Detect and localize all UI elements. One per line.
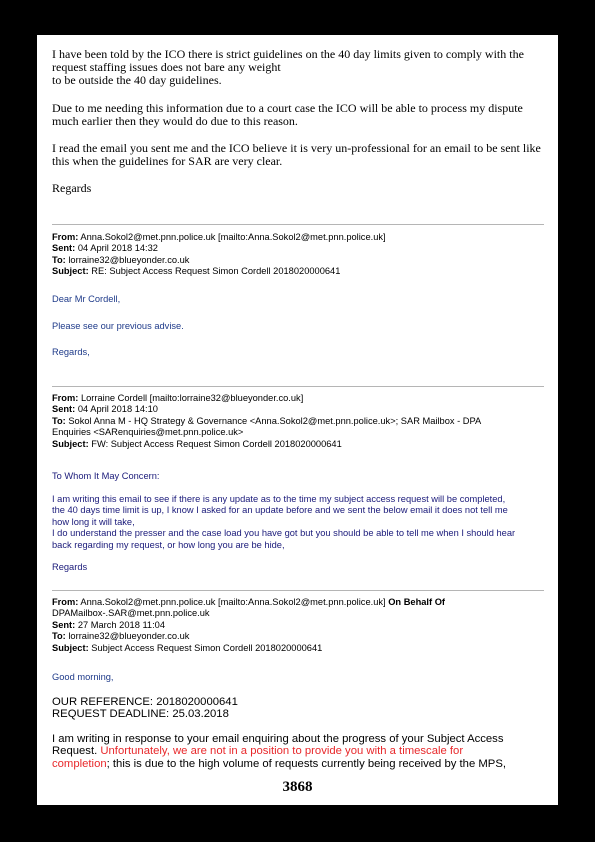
- text-line: the 40 days time limit is up, I know I asked for an update before and we sent the below email it does not tell me: [52, 505, 508, 516]
- email-2-body: [52, 494, 552, 551]
- email-1-signoff: Regards,: [52, 347, 90, 357]
- sent-line: Sent: 04 April 2018 14:10: [52, 404, 158, 415]
- text-line: completion; this is due to the high volume of requests currently being received by the MPS,: [52, 757, 507, 770]
- email-3-body: [52, 733, 552, 770]
- text-line: Due to me needing this information due to a court case the ICO will be able to process my dispute: [52, 101, 523, 115]
- subject-line: Subject: Subject Access Request Simon Cordell 2018020000641: [52, 642, 323, 653]
- reference-number: OUR REFERENCE: 2018020000641: [52, 696, 238, 708]
- subject-line: Subject: RE: Subject Access Request Simon Cordell 2018020000641: [52, 266, 341, 277]
- intro-paragraph-2: [52, 102, 552, 128]
- divider: [52, 590, 544, 591]
- highlighted-text: Unfortunately, we are not in a position to provide you with a timescale for: [100, 745, 464, 758]
- text-line: I do understand the presser and the case load you have got but you should be able to tell me when I should hear: [52, 528, 516, 539]
- text-line: I read the email you sent me and the ICO believe it is very un-professional for an email to be sent like: [52, 141, 541, 155]
- subject-line: Subject: FW: Subject Access Request Simon Cordell 2018020000641: [52, 438, 342, 449]
- to-line: To: lorraine32@blueyonder.co.uk: [52, 631, 190, 642]
- email-3-header: [52, 597, 552, 654]
- text-line: I am writing in response to your email enquiring about the progress of your Subject Access: [52, 733, 504, 745]
- from-line: From: Anna.Sokol2@met.pnn.police.uk [mailto:Anna.Sokol2@met.pnn.police.uk] On Behalf Of: [52, 597, 446, 607]
- reference-block: [52, 696, 552, 721]
- text-line: to be outside the 40 day guidelines.: [52, 73, 222, 87]
- document-page: [37, 35, 558, 805]
- email-2-signoff: Regards: [52, 562, 88, 572]
- text-line: I am writing this email to see if there is any update as to the time my subject access request will be completed,: [52, 494, 506, 504]
- intro-paragraph-3: [52, 142, 552, 168]
- email-2-header: [52, 393, 552, 450]
- email-1-body: Please see our previous advise.: [52, 321, 184, 331]
- divider: [52, 386, 544, 387]
- from-line: From: Lorraine Cordell [mailto:lorraine32@blueyonder.co.uk]: [52, 393, 304, 403]
- text-line: Request. Unfortunately, we are not in a position to provide you with a timescale for: [52, 745, 464, 758]
- sent-line: Sent: 04 April 2018 14:32: [52, 243, 158, 254]
- text-line: how long it will take,: [52, 516, 135, 527]
- email-3-greeting: Good morning,: [52, 672, 114, 682]
- text-line: much earlier then they would do due to this reason.: [52, 114, 298, 128]
- email-1-header: [52, 232, 552, 278]
- request-deadline: REQUEST DEADLINE: 25.03.2018: [52, 708, 229, 721]
- to-line: To: Sokol Anna M - HQ Strategy & Governance <Anna.Sokol2@met.pnn.police.uk>; SAR Mailbox - DPA: [52, 415, 482, 426]
- from-line: From: Anna.Sokol2@met.pnn.police.uk [mailto:Anna.Sokol2@met.pnn.police.uk]: [52, 232, 386, 242]
- to-line-continued: Enquiries <SARenquiries@met.pnn.police.uk>: [52, 427, 244, 438]
- intro-regards: Regards: [52, 181, 92, 195]
- text-line: back regarding my request, or how long you are be hide,: [52, 539, 285, 550]
- text-line: this when the guidelines for SAR are very clear.: [52, 154, 283, 168]
- sent-line: Sent: 27 March 2018 11:04: [52, 619, 166, 630]
- intro-paragraph-1: [52, 48, 552, 87]
- from-line-continued: DPAMailbox-.SAR@met.pnn.police.uk: [52, 608, 210, 619]
- divider: [52, 224, 544, 225]
- text-line: request staffing issues does not bare any weight: [52, 60, 281, 74]
- email-2-greeting: To Whom It May Concern:: [52, 471, 160, 481]
- page-number: 3868: [282, 779, 313, 795]
- text-line: I have been told by the ICO there is strict guidelines on the 40 day limits given to comply with the: [52, 47, 524, 61]
- to-line: To: lorraine32@blueyonder.co.uk: [52, 254, 190, 265]
- email-1-greeting: Dear Mr Cordell,: [52, 294, 121, 304]
- highlighted-text: completion: [52, 757, 107, 770]
